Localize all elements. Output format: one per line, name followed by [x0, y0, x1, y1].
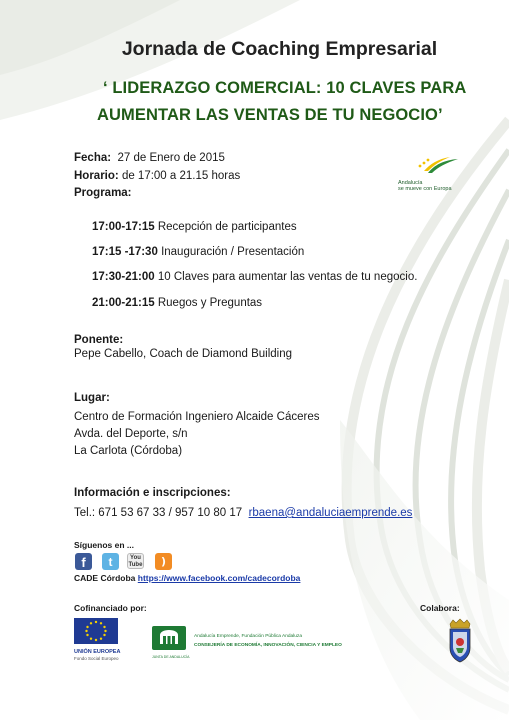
junta-andalucia-logo — [152, 626, 188, 658]
program-desc: Recepción de participantes — [157, 221, 297, 233]
eu-line1: UNIÓN EUROPEA — [74, 649, 121, 655]
horario-row — [74, 170, 240, 182]
junta-line2: CONSEJERÍA DE ECONOMÍA, INNOVACIÓN, CIENCIA Y EMPLEO — [194, 643, 342, 648]
program-item — [92, 221, 297, 233]
fecha-label: Fecha: — [74, 152, 112, 164]
junta-small-text: JUNTA DE ANDALUCÍA — [152, 655, 190, 659]
lugar-label: Lugar: — [74, 392, 110, 404]
info-label: Información e inscripciones: — [74, 487, 231, 499]
program-time: 21:00-21:15 — [92, 297, 155, 309]
lugar-line1: Centro de Formación Ingeniero Alcaide Cáceres — [74, 411, 320, 423]
coat-of-arms-icon — [447, 618, 473, 664]
page-title: Jornada de Coaching Empresarial — [121, 38, 438, 60]
cofinanciado-label: Cofinanciado por: — [74, 603, 147, 613]
eu-line2: Fondo Social Europeo — [74, 656, 119, 661]
program-time: 17:30-21:00 — [92, 271, 155, 283]
program-desc: 10 Claves para aumentar las ventas de tu negocio. — [157, 271, 418, 283]
youtube-icon[interactable]: You Tube — [128, 555, 143, 568]
andalucia-logo-line2: se mueve con Europa — [398, 186, 452, 192]
facebook-icon[interactable]: f — [75, 553, 92, 570]
event-subtitle-line1: ‘ LIDERAZGO COMERCIAL: 10 CLAVES PARA — [103, 79, 467, 97]
program-time: 17:15 -17:30 — [92, 246, 158, 258]
program-item — [92, 297, 262, 309]
colabora-label: Colabora: — [420, 603, 460, 613]
program-item — [92, 271, 417, 283]
lugar-line3: La Carlota (Córdoba) — [74, 445, 183, 457]
program-desc: Inauguración / Presentación — [161, 246, 305, 258]
andalucia-europa-logo — [398, 155, 460, 192]
event-subtitle-line2: AUMENTAR LAS VENTAS DE TU NEGOCIO’ — [97, 106, 443, 124]
twitter-icon[interactable]: t — [102, 553, 119, 570]
horario-value: de 17:00 a 21.15 horas — [121, 170, 241, 182]
junta-line1: Andalucía Emprende, Fundación Pública Andaluza — [194, 634, 303, 639]
phone-numbers: Tel.: 671 53 67 33 / 957 10 80 17 — [74, 507, 243, 519]
junta-emblem-icon — [152, 626, 186, 650]
ponente-label: Ponente: — [74, 334, 124, 346]
email-link[interactable]: rbaena@andaluciaemprende.es — [248, 507, 413, 519]
program-desc: Ruegos y Preguntas — [157, 297, 263, 309]
programa-label: Programa: — [74, 187, 132, 199]
fecha-value: 27 de Enero de 2015 — [117, 152, 225, 164]
program-time: 17:00-17:15 — [92, 221, 155, 233]
lugar-line2: Avda. del Deporte, s/n — [74, 428, 188, 440]
andalucia-flag-icon — [398, 155, 460, 175]
coat-of-arms-logo — [447, 618, 473, 664]
program-item — [92, 246, 304, 258]
eu-logo — [74, 618, 122, 662]
facebook-url-link[interactable]: https://www.facebook.com/cadecordoba — [137, 573, 301, 583]
contact-row — [74, 507, 412, 519]
cade-label: CADE Córdoba — [74, 573, 136, 583]
eu-flag-icon — [74, 618, 118, 644]
ponente-value: Pepe Cabello, Coach de Diamond Building — [74, 348, 293, 360]
fecha-row — [74, 152, 225, 164]
horario-label: Horario: — [74, 170, 119, 182]
rss-icon[interactable]: ) — [155, 553, 172, 570]
cade-row — [74, 573, 300, 583]
social-label: Síguenos en ... — [74, 540, 134, 550]
andalucia-logo-line1: Andalucía — [398, 180, 423, 186]
